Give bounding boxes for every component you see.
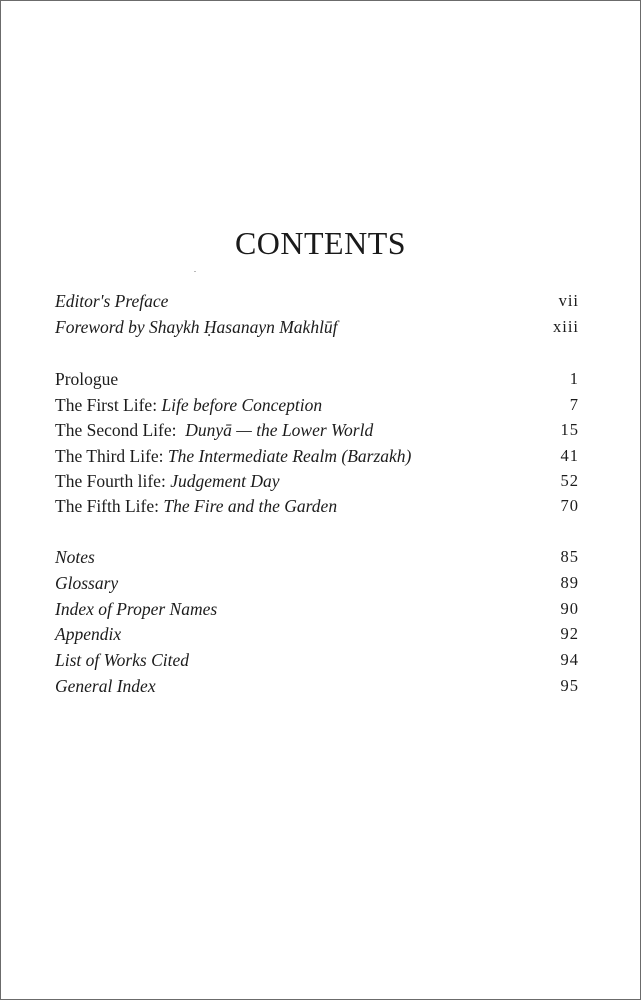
toc-entry-label: [55, 470, 280, 492]
toc-entry-editors-preface[interactable]: [55, 290, 579, 312]
toc-entry-heading: Prologue: [55, 369, 119, 389]
toc-entry-label: [55, 368, 118, 390]
toc-entry-second-life[interactable]: [55, 419, 579, 441]
toc-entry-label: Appendix: [55, 624, 122, 644]
toc-entry-heading: The First Life:: [55, 395, 162, 415]
toc-entry-glossary[interactable]: [55, 572, 579, 594]
toc-entry-page: 7: [569, 395, 579, 414]
toc-entry-general-index[interactable]: [55, 675, 579, 697]
toc-entry-page: 85: [560, 547, 579, 566]
toc-entry-subtitle: Dunyā — the Lower World: [185, 420, 374, 440]
toc-entry-label: [55, 445, 411, 467]
toc-entry-page: 92: [560, 624, 579, 643]
toc-entry-page: 95: [560, 676, 579, 695]
toc-entry-works-cited[interactable]: [55, 649, 579, 671]
toc-entry-first-life[interactable]: [55, 394, 579, 416]
toc-entry-page: 52: [560, 471, 579, 490]
toc-entry-subtitle: The Fire and the Garden: [163, 496, 338, 516]
toc-entry-prologue[interactable]: [55, 368, 579, 390]
toc-entry-heading: The Fifth Life:: [55, 496, 164, 516]
toc-entry-label: List of Works Cited: [55, 650, 190, 670]
toc-entry-heading: The Second Life:: [55, 420, 186, 440]
toc-entry-subtitle: Judgement Day: [170, 471, 280, 491]
toc-entry-label: [55, 419, 373, 441]
toc-entry-appendix[interactable]: [55, 623, 579, 645]
toc-entry-page: 15: [560, 420, 579, 439]
toc-entry-label: Editor's Preface: [55, 291, 169, 311]
toc-entry-page: 41: [560, 446, 579, 465]
toc-entry-subtitle: The Intermediate Realm (Barzakh): [167, 446, 412, 466]
toc-entry-label: General Index: [55, 676, 156, 696]
print-speck: [194, 271, 196, 272]
toc-entry-label: [55, 495, 337, 517]
toc-entry-fifth-life[interactable]: [55, 495, 579, 517]
toc-entry-page: 94: [560, 650, 579, 669]
toc-entry-notes[interactable]: [55, 546, 579, 568]
toc-entry-page: 89: [560, 573, 579, 592]
toc-entry-page: xiii: [552, 317, 579, 336]
toc-entry-foreword[interactable]: [55, 316, 579, 338]
toc-entry-third-life[interactable]: [55, 445, 579, 467]
page-title: CONTENTS: [234, 225, 407, 261]
toc-entry-subtitle: Life before Conception: [161, 395, 323, 415]
toc-entry-page: 1: [569, 369, 579, 388]
toc-entry-index-proper-names[interactable]: [55, 598, 579, 620]
toc-entry-heading: The Fourth life:: [55, 471, 171, 491]
toc-entry-heading: The Third Life:: [55, 446, 168, 466]
toc-entry-label: Foreword by Shaykh Ḥasanayn Makhlūf: [55, 317, 338, 337]
toc-entry-fourth-life[interactable]: [55, 470, 579, 492]
toc-entry-label: [55, 394, 322, 416]
toc-entry-label: Glossary: [55, 573, 119, 593]
toc-entry-label: Notes: [55, 547, 95, 567]
toc-entry-label: Index of Proper Names: [55, 599, 218, 619]
toc-entry-page: 70: [560, 496, 579, 515]
toc-entry-page: 90: [560, 599, 579, 618]
toc-entry-page: vii: [558, 291, 579, 310]
